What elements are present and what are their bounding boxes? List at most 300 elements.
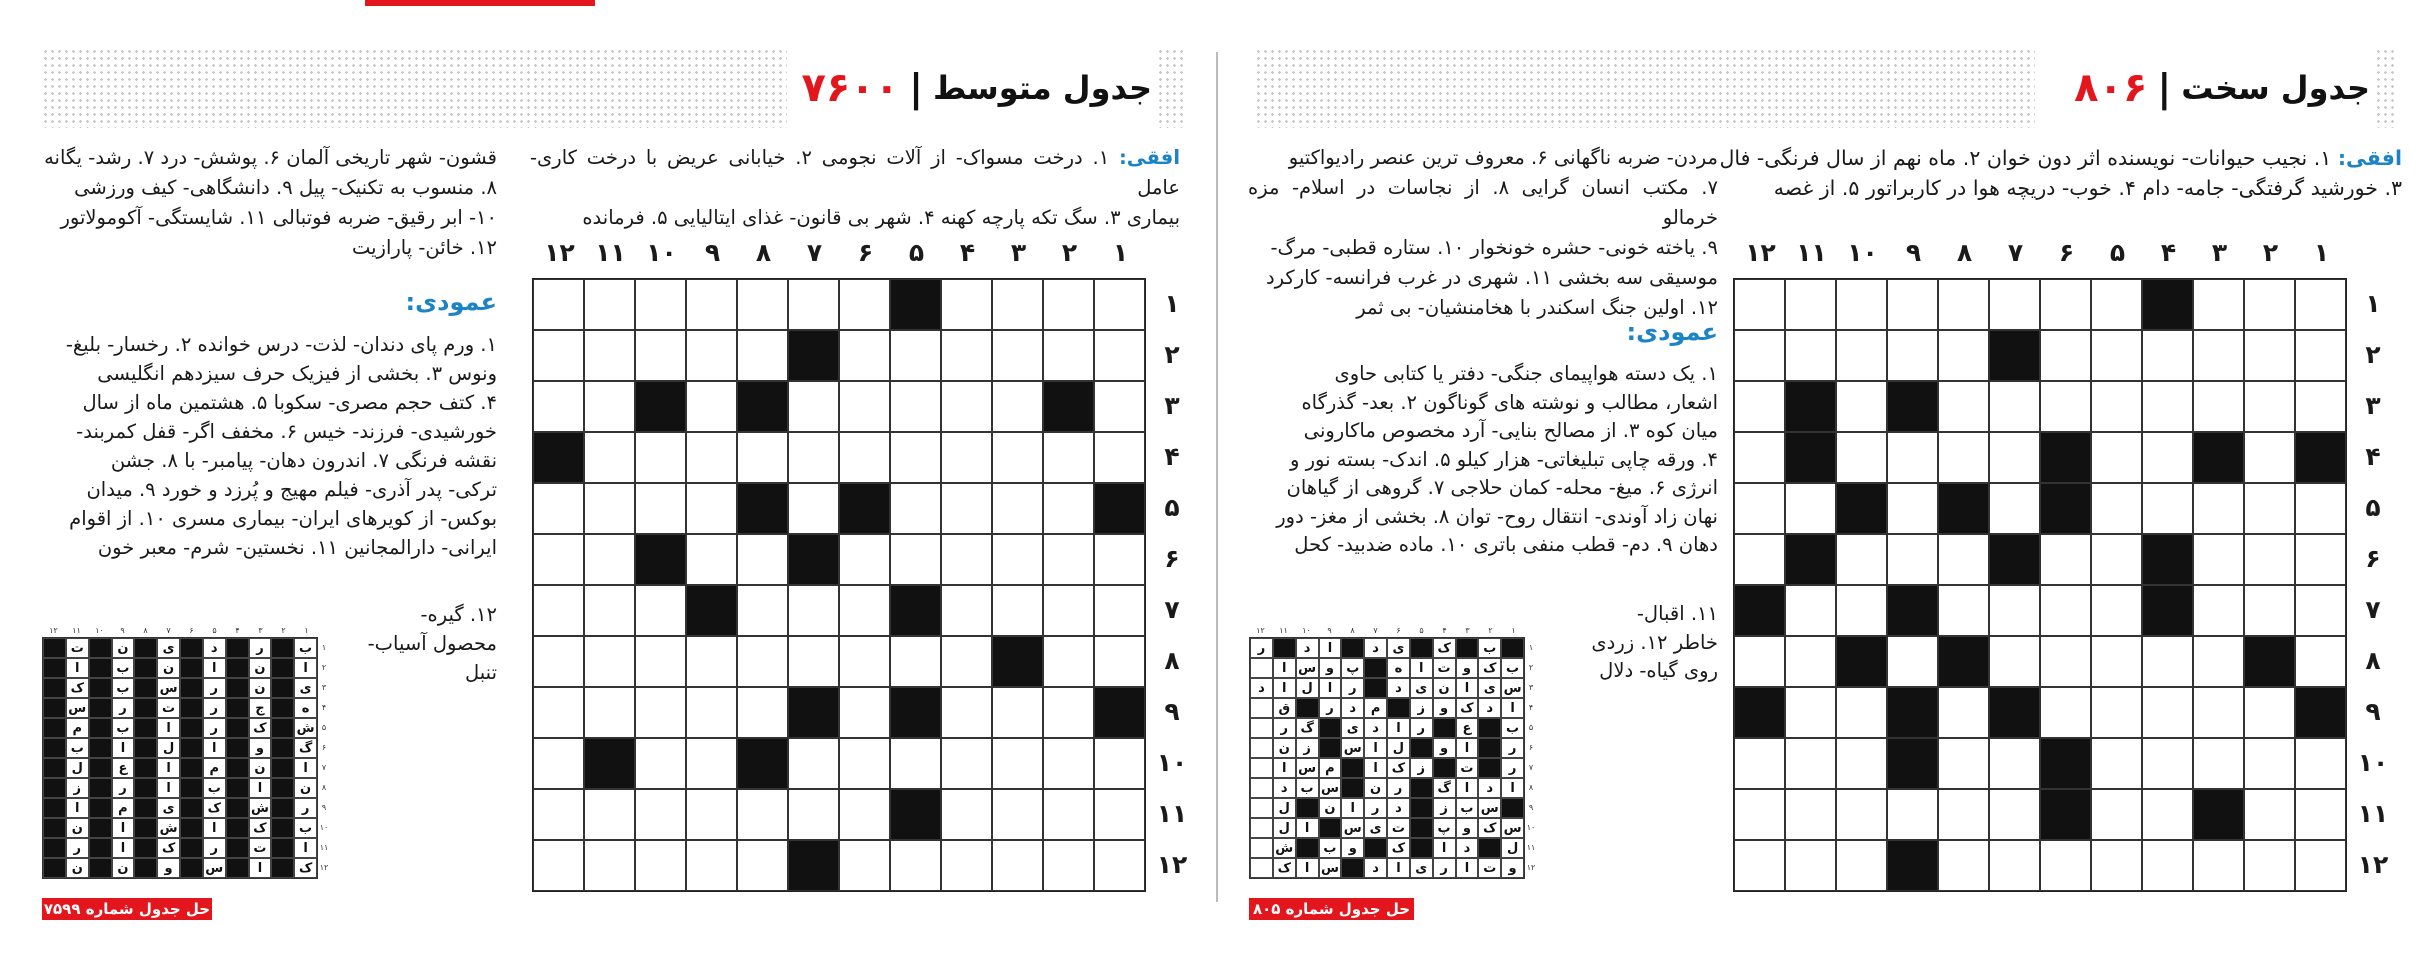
grid-cell[interactable] [686, 687, 737, 738]
black-cell [1887, 840, 1938, 891]
solution-row-number: ۲ [1528, 662, 1534, 672]
grid-cell[interactable] [2091, 483, 2142, 534]
grid-cell[interactable] [2244, 534, 2295, 585]
column-number: ۷ [2007, 238, 2024, 267]
grid-cell[interactable] [1043, 534, 1094, 585]
solution-letter-cell: ا [1456, 858, 1479, 878]
black-cell [2244, 636, 2295, 687]
grid-cell[interactable] [2040, 585, 2091, 636]
grid-cell[interactable] [2142, 738, 2193, 789]
solution-letter-cell: ا [1319, 678, 1342, 698]
grid-cell[interactable] [2193, 483, 2244, 534]
solution-black-cell [1341, 858, 1364, 878]
grid-cell[interactable] [788, 381, 839, 432]
grid-cell[interactable] [890, 738, 941, 789]
grid-cell[interactable] [2091, 330, 2142, 381]
grid-cell[interactable] [839, 279, 890, 330]
grid-cell[interactable] [1734, 330, 1785, 381]
grid-cell[interactable] [1887, 483, 1938, 534]
grid-cell[interactable] [2091, 432, 2142, 483]
grid-cell[interactable] [1734, 432, 1785, 483]
grid-cell[interactable] [1887, 789, 1938, 840]
grid-cell[interactable] [2193, 330, 2244, 381]
grid-cell[interactable] [2142, 483, 2193, 534]
grid-cell[interactable] [1836, 534, 1887, 585]
solution-letter-cell: ت [1456, 758, 1479, 778]
grid-cell[interactable] [635, 483, 686, 534]
grid-cell[interactable] [2295, 483, 2346, 534]
grid-cell[interactable] [941, 585, 992, 636]
grid-cell[interactable] [941, 840, 992, 891]
grid-cell[interactable] [584, 534, 635, 585]
grid-cell[interactable] [2295, 840, 2346, 891]
grid-cell[interactable] [1836, 330, 1887, 381]
grid-cell[interactable] [533, 585, 584, 636]
grid-cell[interactable] [2244, 738, 2295, 789]
solution-black-cell [43, 658, 66, 678]
grid-cell[interactable] [1938, 279, 1989, 330]
solution-column-number: ۸ [143, 626, 148, 635]
grid-cell[interactable] [941, 483, 992, 534]
grid-cell[interactable] [1785, 687, 1836, 738]
grid-cell[interactable] [2193, 534, 2244, 585]
grid-cell[interactable] [1989, 381, 2040, 432]
grid-cell[interactable] [635, 279, 686, 330]
grid-cell[interactable] [2091, 738, 2142, 789]
grid-cell[interactable] [737, 534, 788, 585]
grid-cell[interactable] [1734, 381, 1785, 432]
solution-letter-cell: ز [1433, 798, 1456, 818]
grid-cell[interactable] [2244, 432, 2295, 483]
grid-cell[interactable] [2244, 330, 2295, 381]
grid-cell[interactable] [737, 330, 788, 381]
solution-letter-cell: ن [66, 818, 89, 838]
grid-cell[interactable] [788, 738, 839, 789]
grid-cell[interactable] [1938, 840, 1989, 891]
grid-cell[interactable] [788, 432, 839, 483]
grid-cell[interactable] [2295, 789, 2346, 840]
grid-cell[interactable] [1094, 381, 1145, 432]
grid-cell[interactable] [2244, 381, 2295, 432]
solution-black-cell [226, 758, 249, 778]
solution-black-cell [134, 698, 157, 718]
grid-cell[interactable] [2244, 687, 2295, 738]
grid-cell[interactable] [941, 279, 992, 330]
grid-cell[interactable] [2142, 330, 2193, 381]
grid-cell[interactable] [737, 279, 788, 330]
grid-cell[interactable] [992, 330, 1043, 381]
solution-letter-cell: ن [249, 758, 272, 778]
grid-cell[interactable] [1989, 585, 2040, 636]
solution-black-cell [134, 798, 157, 818]
solution-letter-cell: گ [1433, 778, 1456, 798]
solution-letter-cell: ت [1478, 858, 1501, 878]
grid-cell[interactable] [890, 483, 941, 534]
grid-cell[interactable] [2193, 636, 2244, 687]
grid-cell[interactable] [2295, 585, 2346, 636]
medium-number: ۷۶۰۰ [801, 65, 900, 111]
grid-cell[interactable] [635, 636, 686, 687]
grid-cell[interactable] [2193, 381, 2244, 432]
grid-cell[interactable] [839, 585, 890, 636]
grid-cell[interactable] [1094, 738, 1145, 789]
grid-cell[interactable] [839, 636, 890, 687]
solution-black-cell [43, 758, 66, 778]
column-number: ۷ [806, 238, 823, 267]
grid-cell[interactable] [1785, 738, 1836, 789]
grid-cell[interactable] [584, 432, 635, 483]
solution-black-cell [89, 738, 112, 758]
grid-cell[interactable] [1989, 432, 2040, 483]
grid-cell[interactable] [1989, 738, 2040, 789]
grid-cell[interactable] [839, 789, 890, 840]
grid-cell[interactable] [2040, 330, 2091, 381]
solution-row-number: ۱۱ [319, 842, 329, 852]
grid-cell[interactable] [584, 585, 635, 636]
grid-cell[interactable] [686, 330, 737, 381]
grid-cell[interactable] [2142, 381, 2193, 432]
solution-letter-cell: س [1341, 818, 1364, 838]
grid-cell[interactable] [2244, 789, 2295, 840]
row-number: ۴ [2365, 442, 2381, 471]
grid-cell[interactable] [839, 534, 890, 585]
grid-cell[interactable] [1094, 789, 1145, 840]
grid-cell[interactable] [992, 279, 1043, 330]
solution-row-number: ۸ [321, 782, 327, 792]
grid-cell[interactable] [2142, 687, 2193, 738]
grid-cell[interactable] [1785, 330, 1836, 381]
grid-cell[interactable] [1734, 789, 1785, 840]
grid-cell[interactable] [2142, 636, 2193, 687]
solution-letter-cell: ش [157, 818, 180, 838]
grid-cell[interactable] [737, 636, 788, 687]
grid-cell[interactable] [1938, 432, 1989, 483]
grid-cell[interactable] [1043, 432, 1094, 483]
row-number: ۵ [2365, 493, 2381, 522]
grid-cell[interactable] [1887, 432, 1938, 483]
grid-cell[interactable] [2193, 687, 2244, 738]
grid-cell[interactable] [992, 687, 1043, 738]
grid-cell[interactable] [941, 381, 992, 432]
grid-cell[interactable] [2142, 840, 2193, 891]
grid-cell[interactable] [533, 534, 584, 585]
grid-cell[interactable] [992, 483, 1043, 534]
grid-cell[interactable] [533, 738, 584, 789]
grid-cell[interactable] [2295, 381, 2346, 432]
grid-cell[interactable] [2193, 279, 2244, 330]
grid-cell[interactable] [584, 687, 635, 738]
grid-cell[interactable] [584, 636, 635, 687]
grid-cell[interactable] [941, 636, 992, 687]
solution-black-cell [134, 658, 157, 678]
solution-black-cell [1410, 838, 1433, 858]
solution-letter-cell: م [1319, 758, 1342, 778]
grid-cell[interactable] [1094, 534, 1145, 585]
grid-cell[interactable] [992, 738, 1043, 789]
grid-cell[interactable] [2040, 534, 2091, 585]
grid-cell[interactable] [686, 432, 737, 483]
grid-cell[interactable] [2295, 330, 2346, 381]
grid-cell[interactable] [2040, 687, 2091, 738]
grid-cell[interactable] [686, 381, 737, 432]
grid-cell[interactable] [1043, 840, 1094, 891]
solution-letter-cell: ا [203, 818, 226, 838]
grid-cell[interactable] [890, 381, 941, 432]
grid-cell[interactable] [584, 279, 635, 330]
grid-cell[interactable] [584, 330, 635, 381]
grid-cell[interactable] [2244, 840, 2295, 891]
grid-cell[interactable] [1734, 840, 1785, 891]
grid-cell[interactable] [1734, 534, 1785, 585]
grid-cell[interactable] [1989, 840, 2040, 891]
grid-cell[interactable] [1785, 483, 1836, 534]
grid-cell[interactable] [890, 432, 941, 483]
grid-cell[interactable] [2244, 483, 2295, 534]
solution-letter-cell: ن [294, 778, 317, 798]
grid-cell[interactable] [788, 279, 839, 330]
grid-cell[interactable] [737, 585, 788, 636]
grid-cell[interactable] [890, 534, 941, 585]
black-cell [1734, 687, 1785, 738]
solution-letter-cell: ش [294, 718, 317, 738]
grid-cell[interactable] [2244, 279, 2295, 330]
grid-cell[interactable] [839, 432, 890, 483]
grid-cell[interactable] [1938, 381, 1989, 432]
grid-cell[interactable] [1043, 687, 1094, 738]
row-number: ۹ [1164, 697, 1180, 726]
grid-cell[interactable] [788, 483, 839, 534]
grid-cell[interactable] [839, 840, 890, 891]
grid-cell[interactable] [533, 483, 584, 534]
grid-cell[interactable] [584, 840, 635, 891]
grid-cell[interactable] [584, 381, 635, 432]
grid-cell[interactable] [1836, 432, 1887, 483]
grid-cell[interactable] [1094, 585, 1145, 636]
grid-cell[interactable] [1938, 789, 1989, 840]
grid-cell[interactable] [533, 636, 584, 687]
grid-cell[interactable] [635, 585, 686, 636]
grid-cell[interactable] [635, 687, 686, 738]
grid-cell[interactable] [2091, 279, 2142, 330]
grid-cell[interactable] [686, 738, 737, 789]
grid-cell[interactable] [1785, 279, 1836, 330]
solution-black-cell [1501, 798, 1524, 818]
column-number: ۹ [704, 238, 721, 267]
grid-cell[interactable] [686, 636, 737, 687]
grid-cell[interactable] [737, 789, 788, 840]
grid-cell[interactable] [1938, 534, 1989, 585]
grid-cell[interactable] [1734, 738, 1785, 789]
grid-cell[interactable] [635, 840, 686, 891]
grid-cell[interactable] [2295, 636, 2346, 687]
grid-cell[interactable] [788, 585, 839, 636]
grid-cell[interactable] [584, 483, 635, 534]
grid-cell[interactable] [533, 330, 584, 381]
grid-cell[interactable] [737, 687, 788, 738]
solution-black-cell [1410, 798, 1433, 818]
grid-cell[interactable] [1043, 585, 1094, 636]
grid-cell[interactable] [635, 330, 686, 381]
grid-cell[interactable] [1043, 636, 1094, 687]
solution-letter-cell: ا [1296, 818, 1319, 838]
grid-cell[interactable] [686, 483, 737, 534]
black-cell [584, 738, 635, 789]
grid-cell[interactable] [686, 534, 737, 585]
grid-cell[interactable] [737, 840, 788, 891]
solution-letter-cell: د [1478, 778, 1501, 798]
grid-cell[interactable] [635, 789, 686, 840]
grid-cell[interactable] [1938, 687, 1989, 738]
grid-cell[interactable] [1043, 789, 1094, 840]
grid-cell[interactable] [941, 738, 992, 789]
grid-cell[interactable] [2142, 432, 2193, 483]
grid-cell[interactable] [1836, 738, 1887, 789]
grid-cell[interactable] [686, 840, 737, 891]
grid-cell[interactable] [1887, 279, 1938, 330]
grid-cell[interactable] [890, 636, 941, 687]
grid-cell[interactable] [890, 330, 941, 381]
solution-black-cell [180, 738, 203, 758]
grid-cell[interactable] [2295, 534, 2346, 585]
grid-cell[interactable] [1734, 483, 1785, 534]
grid-cell[interactable] [533, 381, 584, 432]
grid-cell[interactable] [1043, 738, 1094, 789]
grid-cell[interactable] [1094, 279, 1145, 330]
solution-black-cell [226, 738, 249, 758]
grid-cell[interactable] [533, 789, 584, 840]
solution-letter-cell: ا [112, 818, 135, 838]
grid-cell[interactable] [839, 738, 890, 789]
hard-title: جدول سخت | ۸۰۶ [2074, 65, 2370, 111]
grid-cell[interactable] [533, 687, 584, 738]
grid-cell[interactable] [1938, 585, 1989, 636]
grid-cell[interactable] [2193, 585, 2244, 636]
grid-cell[interactable] [1989, 789, 2040, 840]
grid-cell[interactable] [839, 687, 890, 738]
grid-cell[interactable] [533, 840, 584, 891]
solution-column-number: ۲ [1488, 626, 1493, 635]
grid-cell[interactable] [1938, 330, 1989, 381]
grid-cell[interactable] [788, 636, 839, 687]
grid-cell[interactable] [788, 789, 839, 840]
solution-column-number: ۱۲ [1256, 626, 1265, 635]
grid-cell[interactable] [2091, 381, 2142, 432]
grid-cell[interactable] [2091, 687, 2142, 738]
grid-cell[interactable] [941, 789, 992, 840]
grid-cell[interactable] [2091, 789, 2142, 840]
grid-cell[interactable] [839, 381, 890, 432]
grid-cell[interactable] [1785, 840, 1836, 891]
grid-cell[interactable] [2295, 279, 2346, 330]
grid-cell[interactable] [1836, 381, 1887, 432]
grid-cell[interactable] [2091, 840, 2142, 891]
grid-cell[interactable] [1043, 330, 1094, 381]
solution-black-cell [43, 678, 66, 698]
grid-cell[interactable] [2091, 585, 2142, 636]
grid-cell[interactable] [635, 432, 686, 483]
grid-cell[interactable] [1734, 636, 1785, 687]
grid-cell[interactable] [2091, 534, 2142, 585]
solution-column-number: ۹ [120, 626, 125, 635]
grid-cell[interactable] [686, 789, 737, 840]
solution-letter-cell: ا [1296, 858, 1319, 878]
grid-cell[interactable] [1094, 432, 1145, 483]
grid-cell[interactable] [2193, 840, 2244, 891]
grid-cell[interactable] [1836, 279, 1887, 330]
grid-cell[interactable] [635, 738, 686, 789]
grid-cell[interactable] [1734, 279, 1785, 330]
grid-cell[interactable] [890, 840, 941, 891]
black-cell [686, 585, 737, 636]
grid-cell[interactable] [1887, 636, 1938, 687]
medium-solution-label: حل جدول شماره ۷۵۹۹ [43, 900, 211, 918]
grid-cell[interactable] [839, 330, 890, 381]
grid-cell[interactable] [1836, 687, 1887, 738]
grid-cell[interactable] [1094, 330, 1145, 381]
grid-cell[interactable] [1836, 585, 1887, 636]
grid-cell[interactable] [2040, 279, 2091, 330]
grid-cell[interactable] [1043, 483, 1094, 534]
grid-cell[interactable] [1785, 636, 1836, 687]
solution-letter-cell [1250, 858, 1273, 878]
solution-letter-cell: ی [294, 678, 317, 698]
solution-column-number: ۷ [1373, 626, 1378, 635]
grid-cell[interactable] [1989, 636, 2040, 687]
grid-cell[interactable] [992, 585, 1043, 636]
solution-letter-cell: ر [294, 798, 317, 818]
grid-cell[interactable] [2040, 381, 2091, 432]
grid-cell[interactable] [1836, 840, 1887, 891]
grid-cell[interactable] [2142, 789, 2193, 840]
grid-cell[interactable] [992, 789, 1043, 840]
grid-cell[interactable] [1989, 483, 2040, 534]
grid-cell[interactable] [941, 432, 992, 483]
grid-cell[interactable] [2040, 636, 2091, 687]
grid-cell[interactable] [941, 687, 992, 738]
grid-cell[interactable] [533, 279, 584, 330]
grid-cell[interactable] [1887, 330, 1938, 381]
solution-letter-cell: ک [294, 858, 317, 878]
grid-cell[interactable] [1094, 840, 1145, 891]
grid-cell[interactable] [992, 432, 1043, 483]
grid-cell[interactable] [1094, 636, 1145, 687]
grid-cell[interactable] [2193, 738, 2244, 789]
grid-cell[interactable] [2091, 636, 2142, 687]
grid-cell[interactable] [941, 534, 992, 585]
grid-cell[interactable] [1989, 279, 2040, 330]
grid-cell[interactable] [992, 534, 1043, 585]
grid-cell[interactable] [584, 789, 635, 840]
grid-cell[interactable] [1836, 789, 1887, 840]
grid-cell[interactable] [992, 381, 1043, 432]
solution-black-cell [134, 858, 157, 878]
grid-cell[interactable] [2040, 840, 2091, 891]
grid-cell[interactable] [1785, 585, 1836, 636]
grid-cell[interactable] [686, 279, 737, 330]
solution-letter-cell: ا [203, 658, 226, 678]
grid-cell[interactable] [1785, 789, 1836, 840]
grid-cell[interactable] [992, 840, 1043, 891]
grid-cell[interactable] [1043, 279, 1094, 330]
solution-letter-cell: ر [1410, 718, 1433, 738]
grid-cell[interactable] [737, 432, 788, 483]
grid-cell[interactable] [2244, 585, 2295, 636]
grid-cell[interactable] [941, 330, 992, 381]
grid-cell[interactable] [2295, 738, 2346, 789]
solution-row-number: ۹ [1528, 802, 1534, 812]
grid-cell[interactable] [1887, 534, 1938, 585]
grid-cell[interactable] [1938, 738, 1989, 789]
